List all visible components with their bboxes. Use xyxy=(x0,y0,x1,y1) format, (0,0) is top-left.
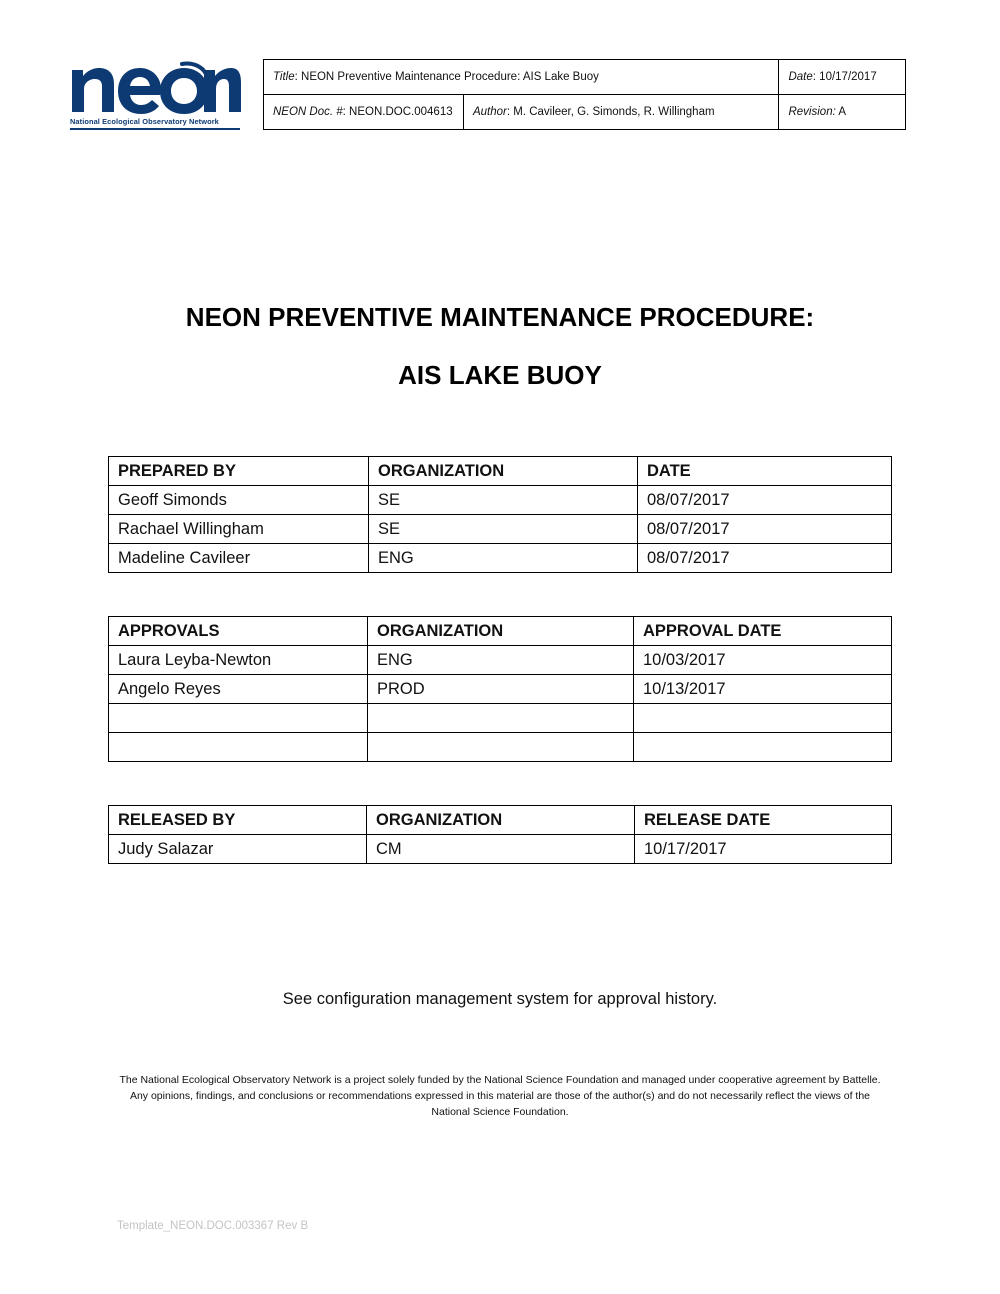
header-author-cell xyxy=(463,95,779,130)
table-cell: Geoff Simonds xyxy=(109,486,369,515)
table-cell xyxy=(634,704,892,733)
column-header: APPROVAL DATE xyxy=(634,617,892,646)
table-cell: 08/07/2017 xyxy=(638,486,892,515)
table-cell: SE xyxy=(369,486,638,515)
table-cell: CM xyxy=(367,835,635,864)
funding-disclaimer xyxy=(100,1072,900,1120)
logo-underline xyxy=(70,128,240,130)
table-row xyxy=(109,486,892,515)
column-header: ORGANIZATION xyxy=(369,457,638,486)
document-title-line-2: AIS LAKE BUOY xyxy=(398,360,602,390)
table-cell: 08/07/2017 xyxy=(638,515,892,544)
table-cell: Judy Salazar xyxy=(109,835,367,864)
table-cell: 10/13/2017 xyxy=(634,675,892,704)
column-header: RELEASED BY xyxy=(109,806,367,835)
column-header: ORGANIZATION xyxy=(367,806,635,835)
table-header-row xyxy=(109,457,892,486)
logo-tagline: National Ecological Observatory Network xyxy=(70,117,219,126)
table-cell xyxy=(634,733,892,762)
column-header: DATE xyxy=(638,457,892,486)
disclaimer-line: The National Ecological Observatory Network is a project solely funded by the National Science Foundation and managed under cooperative agreement by Battelle. xyxy=(119,1074,881,1086)
header-author-value: : M. Cavileer, G. Simonds, R. Willingham xyxy=(506,106,715,118)
table-cell xyxy=(368,733,634,762)
table-cell: Madeline Cavileer xyxy=(109,544,369,573)
neon-logo xyxy=(70,60,242,132)
table-cell: 08/07/2017 xyxy=(638,544,892,573)
table-cell: SE xyxy=(369,515,638,544)
table-cell: ENG xyxy=(368,646,634,675)
header-revision-label: Revision: xyxy=(788,106,836,118)
prepared-by-table xyxy=(108,456,892,573)
header-doc-label: NEON Doc. # xyxy=(273,106,343,118)
released-by-table xyxy=(108,805,892,864)
table-cell: 10/03/2017 xyxy=(634,646,892,675)
table-cell: 10/17/2017 xyxy=(635,835,892,864)
table-row xyxy=(109,544,892,573)
header-revision-value: A xyxy=(835,106,847,118)
header-title-value: : NEON Preventive Maintenance Procedure: AIS Lake Buoy xyxy=(294,71,599,83)
disclaimer-line: Any opinions, findings, and conclusions or recommendations expressed in this material are those of the author(s) and do not necessarily reflect the views of the xyxy=(129,1090,871,1102)
disclaimer-line: National Science Foundation. xyxy=(431,1106,569,1118)
column-header: RELEASE DATE xyxy=(635,806,892,835)
approvals-table xyxy=(108,616,892,762)
table-cell xyxy=(368,704,634,733)
column-header: PREPARED BY xyxy=(109,457,369,486)
table-row xyxy=(109,515,892,544)
table-row xyxy=(109,835,892,864)
header-revision-cell xyxy=(779,95,906,130)
table-cell: Angelo Reyes xyxy=(109,675,368,704)
table-cell xyxy=(109,733,368,762)
table-header-row xyxy=(109,617,892,646)
header-doc-cell xyxy=(264,95,464,130)
table-cell: ENG xyxy=(369,544,638,573)
document-title-line-1: NEON PREVENTIVE MAINTENANCE PROCEDURE: xyxy=(185,302,815,332)
table-cell xyxy=(109,704,368,733)
header-title-cell xyxy=(264,60,779,95)
header-author-label: Author xyxy=(472,106,507,118)
approval-history-note: See configuration management system for approval history. xyxy=(282,990,718,1008)
table-cell: Rachael Willingham xyxy=(109,515,369,544)
neon-logo-mark xyxy=(70,60,242,116)
header-date-cell xyxy=(779,60,906,95)
table-row xyxy=(109,733,892,762)
table-cell: Laura Leyba-Newton xyxy=(109,646,368,675)
document-header-table xyxy=(263,59,906,130)
template-id: Template_NEON.DOC.003367 Rev B xyxy=(117,1220,309,1232)
table-header-row xyxy=(109,806,892,835)
table-row xyxy=(109,646,892,675)
column-header: APPROVALS xyxy=(109,617,368,646)
header-doc-value: : NEON.DOC.004613 xyxy=(342,106,453,118)
table-cell: PROD xyxy=(368,675,634,704)
header-date-value: : 10/17/2017 xyxy=(812,71,877,83)
header-date-label: Date xyxy=(788,71,813,83)
table-row xyxy=(109,675,892,704)
header-title-label: Title xyxy=(273,71,295,83)
column-header: ORGANIZATION xyxy=(368,617,634,646)
table-row xyxy=(109,704,892,733)
